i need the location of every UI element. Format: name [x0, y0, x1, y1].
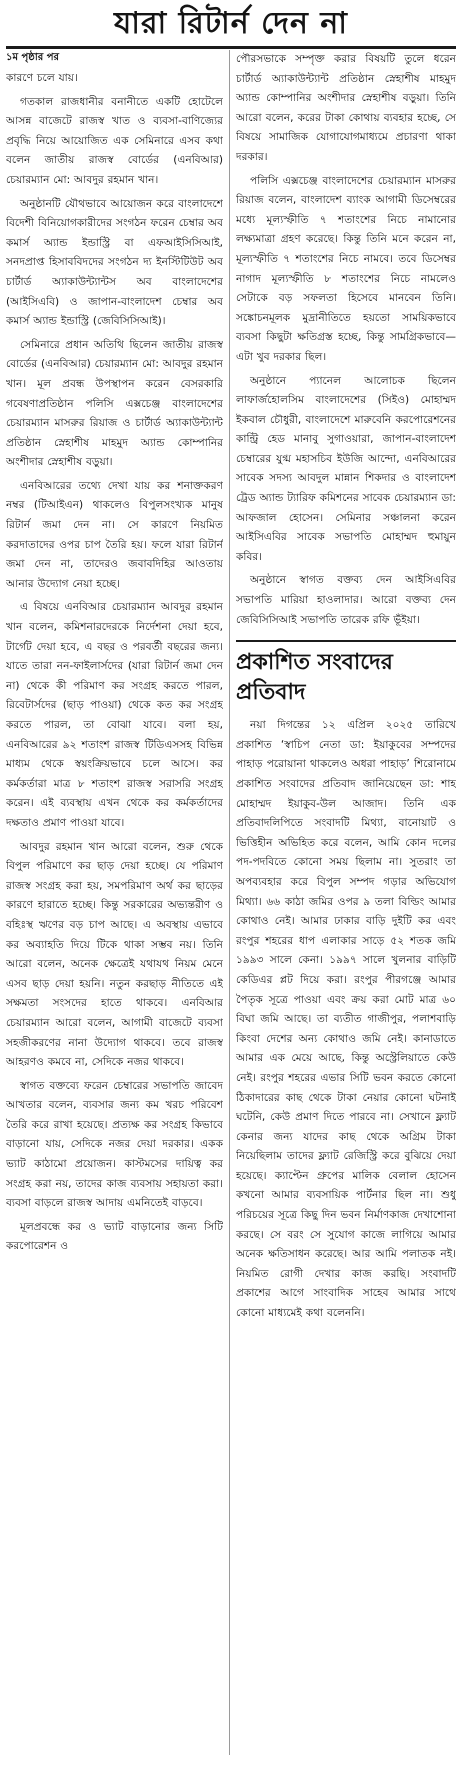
- column-divider: [229, 50, 230, 1755]
- article-paragraph: অনুষ্ঠানে প্যানেল আলোচক ছিলেন লাফার্জহোলসিম বাংলাদেশের (সিইও) মোহাম্মদ ইকবাল চৌধুরী, বাংলাদেশে মারুবেনি করপোরেশনের কান্ট্রি হেড মানাবু সুগাওয়ারা, জাপান-বাংলাদেশ চেম্বারের যুগ্ম মহাসচিব ইউজি আন্দো, এনবিআরের সাবেক সদস্য আবদুল মান্নান শিকদার ও বাংলাদেশ ট্রেড অ্যান্ড ট্যারিফ কমিশনের সাবেক চেয়ারম্যান ডা: আফজাল হোসেন। সেমিনার সঞ্চালনা করেন আইসিএবির সাবেক সভাপতি মোহাম্মদ হুমায়ুন কবির।: [236, 374, 456, 563]
- article-paragraph: এনবিআরের তথ্যে দেখা যায় কর শনাক্তকরণ নম্বর (টিআইএন) থাকলেও বিপুলসংখ্যক মানুষ রিটার্ন জমা দেন না। সে কারণে নিয়মিত করদাতাদের ওপর চাপ তৈরি হয়। ফলে যারা রিটার্ন জমা দেন না, তাদেরও জবাবদিহির আওতায় আনার উদ্যোগ নেয়া হচ্ছে।: [6, 479, 223, 590]
- article-paragraph: সেমিনারে প্রধান অতিথি ছিলেন জাতীয় রাজস্ব বোর্ডের (এনবিআর) চেয়ারম্যান মো: আবদুর রহমান খান। মূল প্রবন্ধ উপস্থাপন করেন বেসরকারি গবেষণাপ্রতিষ্ঠান পলিসি এক্সচেঞ্জ বাংলাদেশের চেয়ারম্যান মাসরুর রিয়াজ ও চার্টার্ড অ্যাকাউন্ট্যান্ট প্রতিষ্ঠান স্নেহাশীষ মাহমুদ অ্যান্ড কোম্পানির অংশীদার স্নেহাশীষ বড়ুয়া।: [6, 338, 223, 469]
- headline-text: যারা রিটার্ন দেন না: [114, 6, 348, 41]
- article-paragraph: এ বিষয়ে এনবিআর চেয়ারম্যান আবদুর রহমান খান বলেন, কমিশনারদেরকে নির্দেশনা দেয়া হবে, টার্গেট দেয়া হবে, এ বছর ও পরবর্তী বছরের জন্য। যাতে তারা নন-ফাইলার্সদের (যারা রিটার্ন জমা দেন না) থেকে কী পরিমাণ কর সংগ্রহ করতে পারল, রিবেটার্সদের (ছাড় পাওয়া) থেকে কত কর সংগ্রহ করতে পারল, তা বোঝা যাবে। বলা হয়, এনবিআরের ৯২ শতাংশ রাজস্ব টিডিএসসহ বিভিন্ন মাধ্যম থেকে স্বয়ংক্রিয়ভাবে চলে আসে। কর কর্মকর্তারা মাত্র ৮ শতাংশ রাজস্ব সরাসরি সংগ্রহ করেন। এই ব্যবস্থায় এখন থেকে কর কর্মকর্তাদের দক্ষতাও প্রমাণ পাওয়া যাবে।: [6, 601, 223, 829]
- article-paragraph: আবদুর রহমান খান আরো বলেন, শুরু থেকে বিপুল পরিমাণে কর ছাড় দেয়া হচ্ছে। যে পরিমাণ রাজস্ব সংগ্রহ করা হয়, সমপরিমাণ অর্থ কর ছাড়ের কারণে হারাতে হচ্ছে। কিন্তু সরকারের অভ্যন্তরীণ ও বহিঃস্থ ঋণের বড় চাপ আছে। এ অবস্থায় এভাবে কর অব্যাহতি দিয়ে টিকে থাকা সম্ভব নয়। তিনি আরো বলেন, অনেক ক্ষেত্রেই যথাযথ নিয়ম মেনে এসব ছাড় দেয়া হয়নি। নতুন করছাড় নীতিতে এই সক্ষমতা সংসদের হাতে থাকবে। এনবিআর চেয়ারম্যান আরো বলেন, আগামী বাজেটে ব্যবসা সহজীকরণের নানা উদ্যোগ থাকবে। তবে রাজস্ব আহরণও কমবে না, সেদিকে নজর থাকবে।: [6, 840, 223, 1069]
- headline: [6, 2, 456, 49]
- article-paragraph: গতকাল রাজধানীর বনানীতে একটি হোটেলে আসন্ন বাজেটে রাজস্ব খাত ও ব্যবসা-বাণিজ্যের প্রবৃদ্ধি নিয়ে আয়োজিত এক সেমিনারে এসব কথা বলেন জাতীয় রাজস্ব বোর্ডের (এনবিআর) চেয়ারম্যান মো: আবদুর রহমান খান।: [6, 95, 223, 186]
- article-paragraph: অনুষ্ঠানে স্বাগত বক্তব্য দেন আইসিএবির সভাপতি মারিয়া হাওলাদার। আরো বক্তব্য দেন জেবিসিসিআই সভাপতি তারেক রফি ভূঁইয়া।: [236, 574, 456, 626]
- section-divider: [236, 640, 456, 642]
- article-paragraph: মূলপ্রবন্ধে কর ও ভ্যাট বাড়ানোর জন্য সিটি করপোরেশন ও: [6, 1220, 223, 1253]
- continued-from-label: ১ম পৃষ্ঠার পর: [6, 52, 59, 63]
- right-column: [236, 50, 456, 1760]
- article-paragraph: পৌরসভাকে সম্পৃক্ত করার বিষয়টি তুলে ধরেন চার্টার্ড অ্যাকাউন্ট্যান্ট প্রতিষ্ঠান স্নেহাশীষ মাহমুদ অ্যান্ড কোম্পানির অংশীদার স্নেহাশীষ বড়ুয়া। তিনি আরো বলেন, করের টাকা কোথায় ব্যবহার হচ্ছে, সে বিষয়ে সামাজিক যোগাযোগমাধ্যমে প্রচারণা থাকা দরকার।: [236, 53, 456, 163]
- protest-heading: প্রকাশিত সংবাদের প্রতিবাদ: [236, 650, 393, 706]
- article-paragraph: স্বাগত বক্তব্যে ফরেন চেম্বারের সভাপতি জাবেদ আখতার বলেন, ব্যবসার জন্য কম খরচ পরিবেশ তৈরি করে রাখা হয়েছে। প্রত্যক্ষ কর সংগ্রহ কিভাবে বাড়ানো যায়, সেদিকে নজর দেয়া দরকার। একক ভ্যাট কাঠামো প্রয়োজন। কাস্টমসের দায়িত্ব কর সংগ্রহ করা নয়, তাদের কাজ ব্যবসায় সহায়তা করা। ব্যবসা বাড়লে রাজস্ব আদায় এমনিতেই বাড়বে।: [6, 1079, 223, 1210]
- article-paragraph: অনুষ্ঠানটি যৌথভাবে আয়োজন করে বাংলাদেশে বিদেশী বিনিয়োগকারীদের সংগঠন ফরেন চেম্বার অব কমার্স অ্যান্ড ইন্ডাস্ট্রি বা এফআইসিসিআই, সনদপ্রাপ্ত হিসাববিদদের সংগঠন দ্য ইনস্টিটিউট অব চার্টার্ড অ্যাকাউন্ট্যান্টস অব বাংলাদেশের (আইসিএবি) ও জাপান-বাংলাদেশ চেম্বার অব কমার্স অ্যান্ড ইন্ডাস্ট্রি (জেবিসিসিআই)।: [6, 197, 223, 328]
- article-paragraph: পলিসি এক্সচেঞ্জ বাংলাদেশের চেয়ারম্যান মাসরুর রিয়াজ বলেন, বাংলাদেশ ব্যাংক আগামী ডিসেম্বরের মধ্যে মূল্যস্ফীতি ৭ শতাংশের নিচে নামানোর লক্ষ্যমাত্রা গ্রহণ করেছে। কিন্তু তিনি মনে করেন না, মূল্যস্ফীতি ৭ শতাংশের নিচে নামবে। তবে ডিসেম্বর নাগাদ মূল্যস্ফীতি ৮ শতাংশের নিচে নামলেও সেটাকে বড় সফলতা হিসেবে মানবেন তিনি। সঙ্কোচনমূলক মুদ্রানীতিতে হয়তো সাময়িকভাবে ব্যবসা কিছুটা ক্ষতিগ্রস্ত হচ্ছে, কিন্তু সামগ্রিকভাবে—এটা খুব দরকার ছিল।: [236, 174, 456, 363]
- protest-paragraph: নয়া দিগন্তের ১২ এপ্রিল ২০২৫ তারিখে প্রকাশিত ‘স্বাচিপ নেতা ডা: ইয়াকুবের সম্পদের পাহাড় পরোয়ানা থাকলেও অধরা পাহাড়’ শিরোনামে প্রকাশিত সংবাদের প্রতিবাদ জানিয়েছেন ডা: শাহ মোহাম্মদ ইয়াকুব-উল আজাদ। তিনি এক প্রতিবাদলিপিতে সংবাদটি মিথ্যা, বানোয়াট ও ভিত্তিহীন অভিহিত করে বলেন, আমি কোন দলের পদ-পদবিতে কোনো সময় ছিলাম না। সুতরাং তা অপব্যবহার করে বিপুল সম্পদ গড়ার অভিযোগ মিথ্যা। ৬৬ কাঠা জমির ওপর ৯ তলা বিল্ডিং আমার কোথাও নেই। আমার ঢাকার বাড়ি দুইটি কর এবং রংপুর শহরের ধাপ এলাকার সাড়ে ৫২ শতক জমি ১৯৯৩ সালে কেনা। ১৯৯৭ সালে খুলনার বাড়িটি কেডিএর প্লট দিয়ে করা। রংপুর পীরগঞ্জে আমার পৈতৃক সূত্রে পাওয়া এবং ক্রয় করা মোট মাত্র ৬০ বিঘা জমি আছে। তা ব্যতীত গাজীপুর, পলাশবাড়ি কিংবা দেশের অন্য কোথাও জমি নেই। কানাডাতে আমার এক মেয়ে আছে, কিন্তু অস্ট্রেলিয়াতে কেউ নেই। রংপুর শহরের এভার সিটি ভবন করতে কোনো ঠিকাদারের কাছ থেকে টাকা নেয়ার কোনো ঘটনাই ঘটেনি, কেউ প্রমাণ দিতে পারবে না। সেখানে ফ্ল্যাট কেনার জন্য যাদের কাছ থেকে অগ্রিম টাকা নিয়েছিলাম তাদের ফ্ল্যাট রেজিস্ট্রি করে বুঝিয়ে দেয়া হয়েছে। ক্যাপ্টেন গ্রুপের মালিক বেলাল হোসেন কখনো আমার ব্যবসায়িক পার্টনার ছিল না। শুধু পরিচয়ের সূত্রে কিছু দিন ভবন নির্মাণকাজ দেখাশোনা করছে। সে বরং সে সুযোগ কাজে লাগিয়ে আমার অনেক ক্ষতিসাধন করেছে। আর আমি পলাতক নই। নিয়মিত রোগী দেখার কাজ করছি। সংবাদটি প্রকাশের আগে সাংবাদিক সাহেব আমার সাথে কোনো মাধ্যমেই কথা বলেননি।: [236, 719, 456, 1320]
- left-column: [6, 50, 223, 1760]
- article-paragraph: কারণে চলে যায়।: [6, 72, 78, 84]
